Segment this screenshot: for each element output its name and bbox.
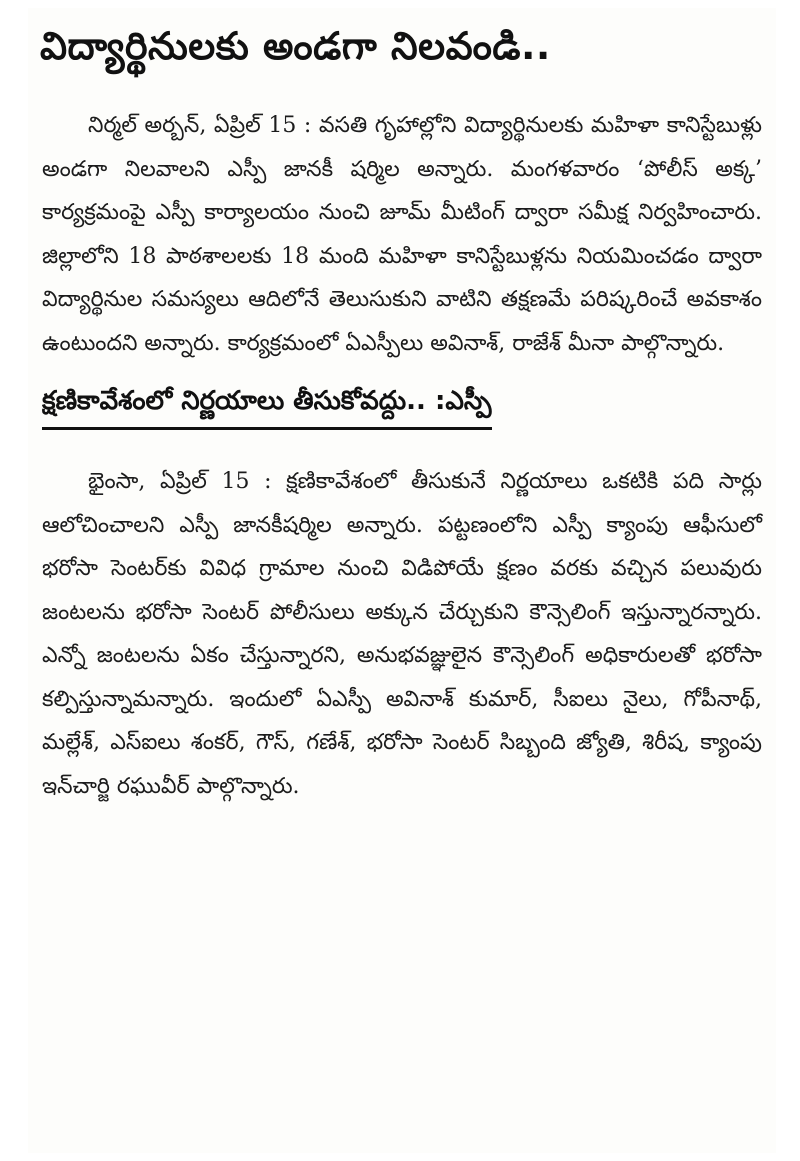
article-body-second: భైంసా, ఏప్రిల్ 15 : క్షణికావేశంలో తీసుకునే నిర్ణయాలు ఒకటికి పది సార్లు ఆలోచించాలని ఎస్పీ జానకీషర్మిల అన్నారు. పట్టణంలోని ఎస్పీ క్యాంపు ఆఫీసులో భరోసా సెంటర్‌కు వివిధ గ్రామాల నుంచి విడిపోయే క్షణం వరకు వచ్చిన పలువురు జంటలను భరోసా సెంటర్ పోలీసులు అక్కున చేర్చుకుని కౌన్సెలింగ్ ఇస్తున్నారన్నారు. ఎన్నో జంటలను ఏకం చేస్తున్నారని, అనుభవజ్ఞులైన కౌన్సెలింగ్ అధికారులతో భరోసా కల్పిస్తున్నామన్నారు. ఇందులో ఏఎస్పీ అవినాశ్ కుమార్, సీఐలు నైలు, గోపీనాథ్, మల్లేశ్, ఎస్ఐలు శంకర్, గౌస్, గణేశ్, భరోసా సెంటర్ సిబ్బంది జ్యోతి, శిరీష, క్యాంపు ఇన్‌చార్జి రఘువీర్ పాల్గొన్నారు. — [42, 469, 762, 799]
newspaper-clipping — [28, 8, 776, 1153]
article-headline: విద్యార్థినులకు అండగా నిలవండి.. — [40, 24, 551, 68]
article-subheadline: క్షణికావేశంలో నిర్ణయాలు తీసుకోవద్దు.. :ఎస్పీ — [42, 386, 492, 416]
subheadline-underlined — [42, 381, 492, 430]
article-body: నిర్మల్ అర్బన్, ఏప్రిల్ 15 : వసతి గృహాల్లోని విద్యార్థినులకు మహిళా కానిస్టేబుళ్లు అండగా నిలవాలని ఎస్పీ జానకీ షర్మిల అన్నారు. మంగళవారం ‘పోలీస్ అక్క’ కార్యక్రమంపై ఎస్పీ కార్యాలయం నుంచి జూమ్ మీటింగ్ ద్వారా సమీక్ష నిర్వహించారు. జిల్లాలోని 18 పాఠశాలలకు 18 మంది మహిళా కానిస్టేబుళ్లను నియమించడం ద్వారా విద్యార్థినుల సమస్యలు ఆదిలోనే తెలుసుకుని వాటిని తక్షణమే పరిష్కరించే అవకాశం ఉంటుందని అన్నారు. కార్యక్రమంలో ఏఎస్పీలు అవినాశ్, రాజేశ్ మీనా పాల్గొన్నారు. — [42, 113, 762, 356]
